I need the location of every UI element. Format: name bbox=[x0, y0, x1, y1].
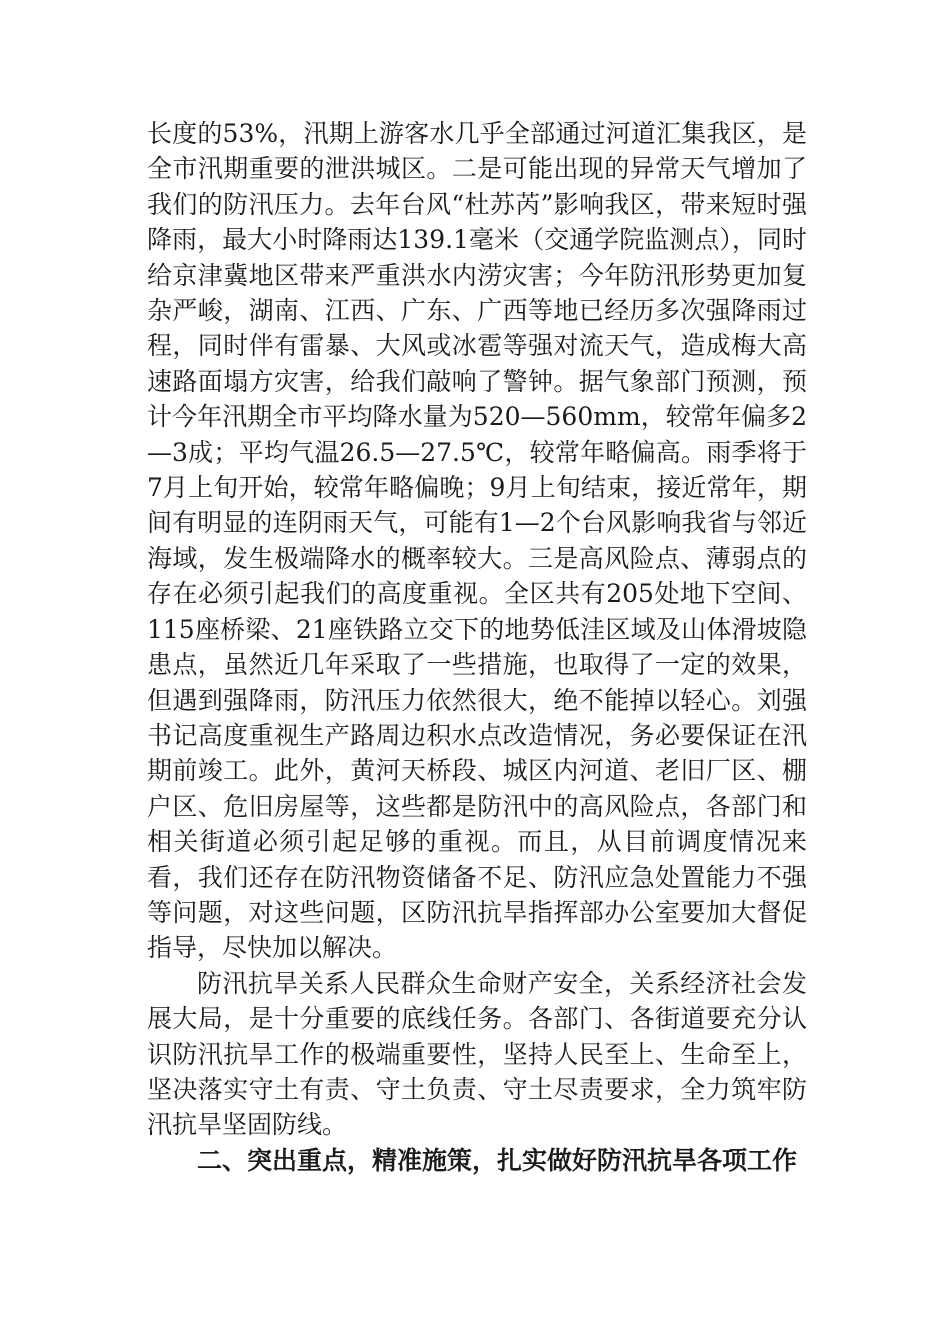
body-paragraph-continued: 长度的53%，汛期上游客水几乎全部通过河道汇集我区，是全市汛期重要的泄洪城区。二是可能出现的异常天气增加了我们的防汛压力。去年台风“杜苏芮”影响我区，带来短时强降雨，最大小时降雨达139.1毫米（交通学院监测点），同时给京津冀地区带来严重洪水内涝灾害；今年防汛形势更加复杂严峻，湖南、江西、广东、广西等地已经历多次强降雨过程，同时伴有雷暴、大风或冰雹等强对流天气，造成梅大高速路面塌方灾害，给我们敲响了警钟。据气象部门预测，预计今年汛期全市平均降水量为520—560mm，较常年偏多2—3成；平均气温26.5—27.5℃，较常年略偏高。雨季将于7月上旬开始，较常年略偏晚；9月上旬结束，接近常年，期间有明显的连阴雨天气，可能有1—2个台风影响我省与邻近海域，发生极端降水的概率较大。三是高风险点、薄弱点的存在必须引起我们的高度重视。全区共有205处地下空间、115座桥梁、21座铁路立交下的地势低洼区域及山体滑坡隐患点，虽然近几年采取了一些措施，也取得了一定的效果，但遇到强降雨，防汛压力依然很大，绝不能掉以轻心。刘强书记高度重视生产路周边积水点改造情况，务必要保证在汛期前竣工。此外，黄河天桥段、城区内河道、老旧厂区、棚户区、危旧房屋等，这些都是防汛中的高风险点，各部门和相关街道必须引起足够的重视。而且，从目前调度情况来看，我们还存在防汛物资储备不足、防汛应急处置能力不强等问题，对这些问题，区防汛抗旱指挥部办公室要加大督促指导，尽快加以解决。 bbox=[147, 119, 807, 963]
section-heading: 二、突出重点，精准施策，扎实做好防汛抗旱各项工作 bbox=[197, 1145, 798, 1175]
body-paragraph: 防汛抗旱关系人民群众生命财产安全，关系经济社会发展大局，是十分重要的底线任务。各部门、各街道要充分认识防汛抗旱工作的极端重要性，坚持人民至上、生命至上，坚决落实守土有责、守土负责、守土尽责要求，全力筑牢防汛抗旱坚固防线。 bbox=[147, 968, 807, 1140]
document-page bbox=[147, 116, 807, 1178]
